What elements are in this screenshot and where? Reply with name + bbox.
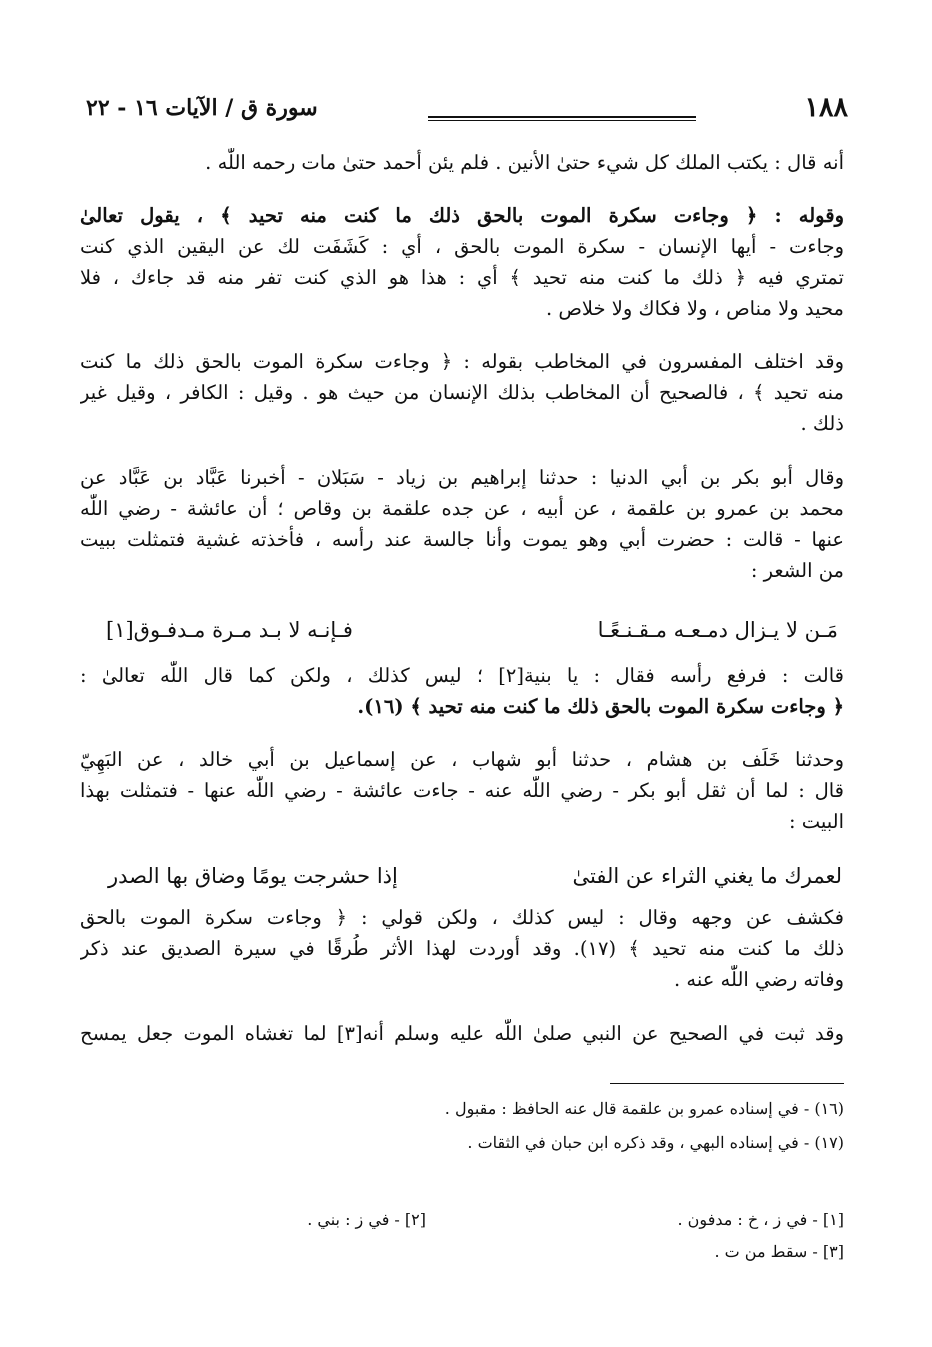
text-line: قال : لما أن ثقل أبو بكر - رضي اللّٰه عنه - جاءت عائشة - رضي اللّٰه عنها - فتمثلت بهذا [80, 779, 844, 802]
running-title: سورة ق / الآيات ١٦ - ٢٢ [86, 95, 318, 121]
text-line: وحدثنا خَلَف بن هشام ، حدثنا أبو شهاب ، عن إسماعيل بن أبي خالد ، عن البَهِيّ [80, 748, 844, 771]
header-rule [428, 116, 696, 121]
text-line: من الشعر : [750, 559, 844, 582]
text-line: أنه قال : يكتب الملك كل شيء حتىٰ الأنين . فلم يئن أحمد حتىٰ مات رحمه اللّٰه . [205, 151, 844, 174]
text-line: ذلك . [800, 412, 844, 435]
text-line: محيد ولا مناص ، ولا فكاك ولا خلاص . [545, 297, 844, 320]
footnote: (١٧) - في إسناده البهي ، وقد ذكره ابن حبان في الثقات . [467, 1133, 844, 1152]
text-line: ﴿ وجاءت سكرة الموت بالحق ذلك ما كنت منه تحيد ﴾ (١٦). [357, 695, 844, 718]
poem-hemistich-second: فـإنـه لا بـد مـرة مـدفـوق[١] [106, 618, 353, 642]
poem-hemistich-first: لعمرك ما يغني الثراء عن الفتىٰ [572, 864, 842, 888]
text-line: وقد اختلف المفسرون في المخاطب بقوله : ﴿ وجاءت سكرة الموت بالحق ذلك ما كنت [80, 350, 844, 373]
variant-note: [٢] - في ز : بني . [307, 1210, 426, 1229]
text-line: قالت : فرفع رأسه فقال : يا بنية[٢] ؛ ليس كذلك ، ولكن كما قال اللّٰه تعالىٰ : [80, 664, 844, 687]
variant-note: [١] - في ز ، خ : مدفون . [677, 1210, 844, 1229]
page-number: ١٨٨ [804, 92, 848, 123]
poem-hemistich-second: إذا حشرجت يومًا وضاق بها الصدر [108, 864, 398, 888]
text-line: وفاته رضي اللّٰه عنه . [673, 968, 844, 991]
text-line: وقال أبو بكر بن أبي الدنيا : حدثنا إبراهيم بن زياد - سَبَلان - أخبرنا عَبَّاد بن عَبَّاد عن [80, 466, 844, 489]
variant-note: [٣] - سقط من ت . [714, 1242, 844, 1261]
text-line: محمد بن عمرو بن علقمة ، عن أبيه ، عن جده علقمة بن وقاص ؛ أن عائشة - رضي اللّٰه [80, 497, 844, 520]
text-line: تمتري فيه ﴿ ذلك ما كنت منه تحيد ﴾ أي : هذا هو الذي كنت تفر منه قد جاءك ، فلا [80, 266, 844, 289]
text-line: ذلك ما كنت منه تحيد ﴾ (١٧). وقد أوردت لهذا الأثر طُرقًا في سيرة الصديق عند ذكر [80, 937, 844, 960]
text-line: وجاءت - أيها الإنسان - سكرة الموت بالحق ، أي : كَشَفَت لك عن اليقين الذي كنت [80, 235, 844, 258]
footnote-rule [610, 1083, 844, 1084]
text-line: فكشف عن وجهه وقال : ليس كذلك ، ولكن قولي : ﴿ وجاءت سكرة الموت بالحق [80, 906, 844, 929]
text-line: البيت : [788, 810, 844, 833]
text-line: عنها - قالت : حضرت أبي وهو يموت وأنا جالسة عند رأسه ، فأخذته غشية فتمثلت ببيت [80, 528, 844, 551]
text-line: وقد ثبت في الصحيح عن النبي صلىٰ اللّٰه عليه وسلم أنه[٣] لما تغشاه الموت جعل يمسح [80, 1022, 844, 1045]
text-line: وقوله : ﴿ وجاءت سكرة الموت بالحق ذلك ما كنت منه تحيد ﴾ ، يقول تعالىٰ [80, 204, 844, 227]
footnote: (١٦) - في إسناده عمرو بن علقمة قال عنه الحافظ : مقبول . [444, 1099, 844, 1118]
poem-hemistich-first: مَـن لا يـزال دمـعـه مـقـنـعًـا [597, 618, 838, 642]
text-line: منه تحيد ﴾ ، فالصحيح أن المخاطب بذلك الإنسان من حيث هو . وقيل : الكافر ، وقيل غير [80, 381, 844, 404]
